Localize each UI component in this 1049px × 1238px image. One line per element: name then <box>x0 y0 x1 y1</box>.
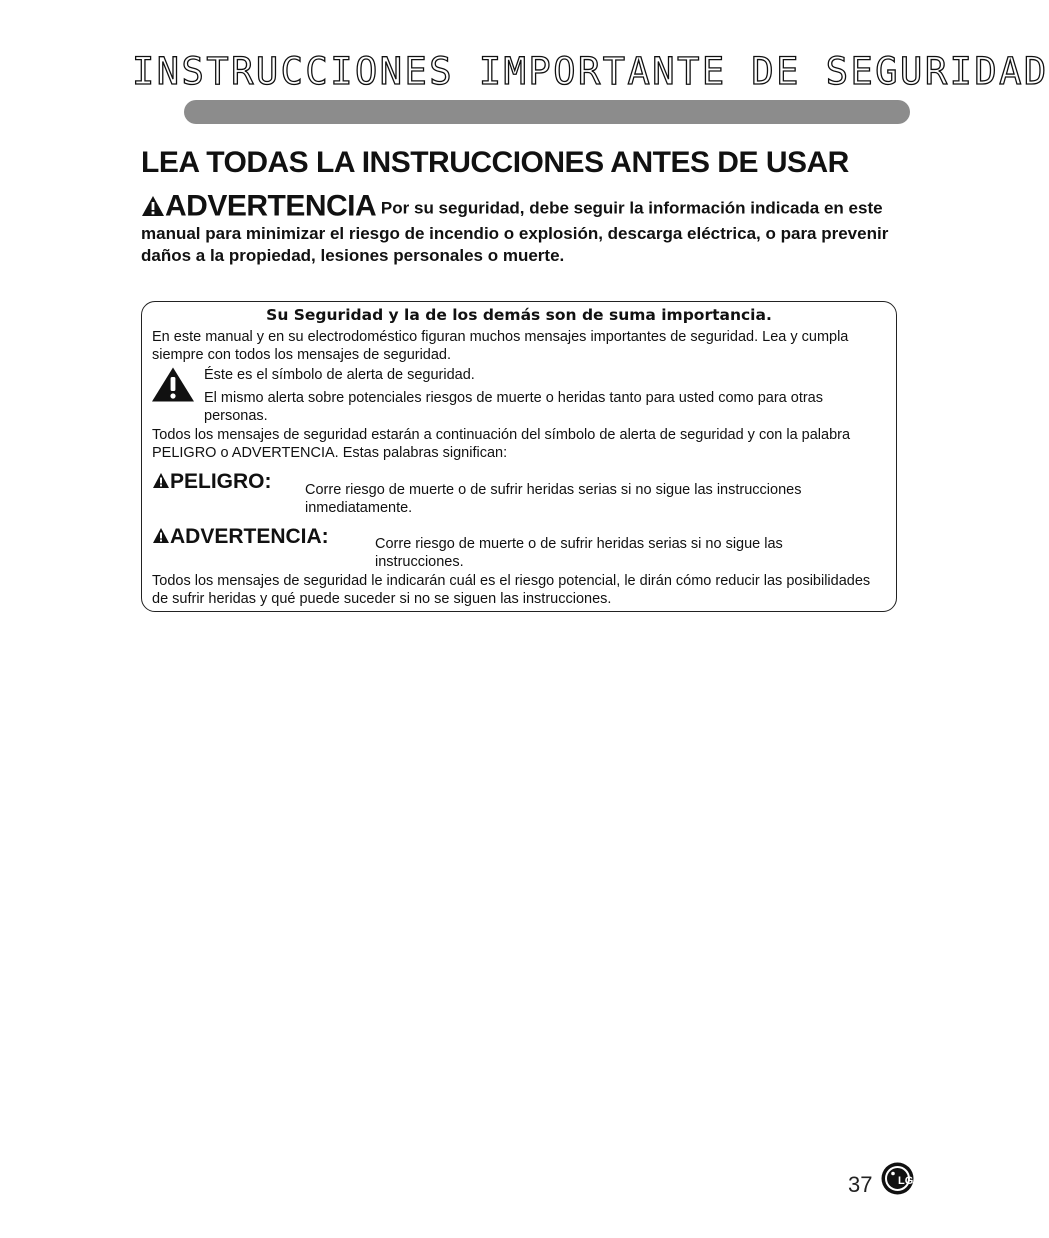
symbol-description-2: El mismo alerta sobre potenciales riesgos de muerte o heridas tanto para usted como para otras personas. <box>204 390 823 424</box>
warning-triangle-icon <box>141 195 165 223</box>
box-paragraph-2: Todos los mensajes de seguridad estarán a continuación del símbolo de alerta de seguridad y con la palabra PELIGRO o ADVERTENCIA. Estas palabras significan: <box>152 427 851 461</box>
advertencia-label <box>152 527 329 546</box>
lg-logo-text: LG <box>898 1175 914 1187</box>
page-header-title: INSTRUCCIONES IMPORTANTE DE SEGURIDAD <box>132 50 1049 93</box>
alert-symbol-icon <box>151 366 195 408</box>
intro-warning <box>141 189 901 267</box>
box-paragraph-1: En este manual y en su electrodoméstico figuran muchos mensajes importantes de seguridad. Lea y cumpla siempre con todos los mensajes de seguridad. <box>152 329 849 363</box>
page-number: 37 <box>848 1172 873 1197</box>
header-bar <box>184 100 910 124</box>
safety-message-box <box>141 301 897 612</box>
advertencia-label-text: ADVERTENCIA: <box>170 525 329 548</box>
peligro-label <box>152 472 272 491</box>
box-title: Su Seguridad y la de los demás son de suma importancia. <box>266 306 772 324</box>
lg-logo-icon <box>881 1162 914 1195</box>
box-paragraph-3: Todos los mensajes de seguridad le indicarán cuál es el riesgo potencial, le dirán cómo reducir las posibilidades de sufrir heridas y qué puede suceder si no se siguen las instrucciones. <box>152 573 871 607</box>
peligro-label-text: PELIGRO: <box>170 470 272 493</box>
intro-warning-text: Por su seguridad, debe seguir la información indicada en este manual para minimizar el riesgo de incendio o explosión, descarga eléctrica, o para prevenir daños a la propiedad, lesiones personales o muerte. <box>141 198 889 265</box>
intro-warning-word: ADVERTENCIA <box>165 189 377 223</box>
peligro-description: Corre riesgo de muerte o de sufrir heridas serias si no sigue las instrucciones inmediatamente. <box>305 482 802 516</box>
advertencia-description: Corre riesgo de muerte o de sufrir heridas serias si no sigue las instrucciones. <box>375 536 783 570</box>
symbol-description-1: Éste es el símbolo de alerta de seguridad. <box>204 367 475 383</box>
main-heading: LEA TODAS LA INSTRUCCIONES ANTES DE USAR <box>141 146 849 179</box>
